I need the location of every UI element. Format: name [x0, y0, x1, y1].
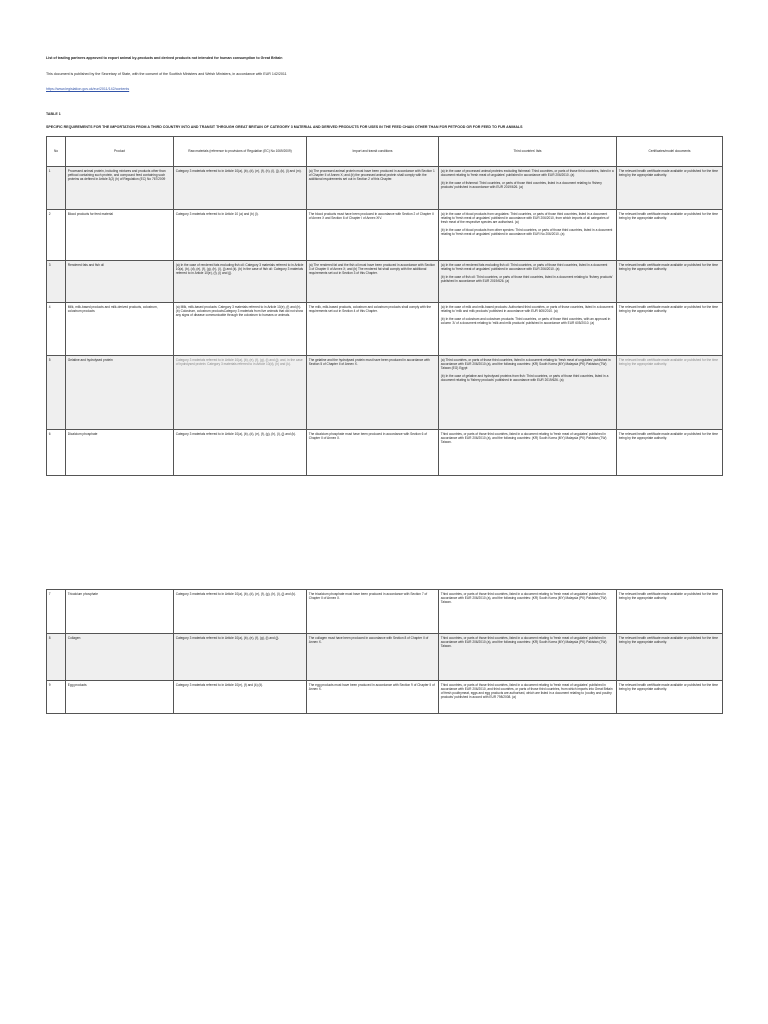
row-certificate: The relevant health certificate made available or published for the time being by the appropriate authority.	[617, 356, 723, 430]
col-header-no: No	[47, 137, 66, 167]
row-certificate: The relevant health certificate made available or published for the time being by the appropriate authority.	[617, 590, 723, 634]
list-paragraph: Third countries, or parts of those third countries, listed in a document relating to 'fresh meat of ungulates' published in accordance with EUR 206/2010, and third countries, or parts of those third countries, from which imports into Great Britain of fresh poultrymeat, eggs and egg products are authorised, which are listed in a document relating to 'poultry and poultry products' published in accord with EUR 798/2008. (a)	[440, 682, 613, 699]
row-raw-materials: Category 3 materials referred to in Article 10(a), (b), (e), (f), (g), (i) and (j); and, in the case of hydrolysed protein: Category 3 materials referred to in Article 10(d), (h) and (k).	[174, 356, 307, 430]
row-certificate: The relevant health certificate made available or published for the time being by the appropriate authority.	[617, 167, 723, 210]
list-paragraph: (b) In the case of colostrum and colostrum products: Third countries, or parts of those third countries, with an approval in column 'A' of a document relating to 'milk and milk products' published in accordance with EUR 605/2010. (a)	[440, 316, 611, 325]
row-third-countries	[439, 356, 617, 430]
table-row	[47, 167, 723, 210]
row-number: 1	[47, 167, 66, 210]
table-row	[47, 261, 723, 303]
row-product: Dicalcium phosphate	[66, 430, 174, 476]
col-header-raw-materials: Raw materials (reference to provisions of Regulation (EC) No 1069/2009)	[174, 137, 307, 167]
row-certificate: The relevant health certificate made available or published for the time being by the appropriate authority.	[617, 261, 723, 303]
list-paragraph: (a) Third countries, or parts of those third countries, listed in a document relating to 'fresh meat of ungulates' published in accordance with EUR 206/2010 (a), and the following countries: (KR) South Korea (MY) Malaysia (PK) Pakistan (TW) Taiwan (EG) Egypt	[440, 357, 611, 370]
row-product: Milk, milk-based products and milk-derived products, colostrum, colostrum products	[66, 303, 174, 356]
row-third-countries	[439, 430, 617, 476]
document-title: List of trading partners approved to export animal by-products and derived products not intended for human consumption to Great Britain	[46, 56, 283, 60]
list-paragraph: Third countries, or parts of those third countries, listed in a document relating to 'fresh meat of ungulates' published in accordance with EUR 206/2010 (a), and the following countries: (KR) South Korea (MY) Malaysia (PK) Pakistan (TW) Taiwan.	[440, 635, 607, 648]
row-conditions: The blood products must have been produced in accordance with Section 2 of Chapter II of Annex X and Section 6 of Chapter I of Annex XIV.	[307, 210, 439, 261]
table-row	[47, 681, 723, 714]
list-paragraph: (b) In the case of gelatine and hydrolysed proteins from fish: Third countries, or parts of those third countries, listed in a document relating to 'fishery products' published in accordance with EUR 2019/626. (a)	[440, 373, 609, 382]
list-paragraph: (b) In the case of blood products from other species: Third countries, or parts of those third countries, listed in a document relating to 'fresh meat of ungulates' published in accordance with EUR No 206/2010. (a)	[440, 227, 613, 236]
row-conditions: (a) The processed animal protein must have been produced in accordance with Section 1 of Chapter II of Annex X; and (b) the processed animal protein shall comply with the additional requirements set out in Section 2 of this Chapter.	[307, 167, 439, 210]
requirements-table-page-1	[46, 136, 723, 476]
row-raw-materials: Category 3 materials referred to in Article 10(a), (b), (d), (e), (f), (g), (h), (i), (j) and (k).	[174, 430, 307, 476]
row-product: Processed animal protein, including mixtures and products other than petfood containing such protein, and compound feed containing such proteins as defined in Article 3(2) (h) of Regulation (EC) No 767/2009	[66, 167, 174, 210]
row-number: 2	[47, 210, 66, 261]
row-raw-materials: Category 3 materials referred to in Article 10(a), (b), (d), (e), (f), (g), (h), (i), (j) and (k).	[174, 590, 307, 634]
row-conditions: The tricalcium phosphate must have been produced in accordance with Section 7 of Chapter II of Annex X.	[307, 590, 439, 634]
list-paragraph: (a) In the case of blood products from ungulates: Third countries, or parts of those third countries, listed in a document relating to 'fresh meat of ungulates' published in accordance with EUR 206/2010, from which imports of all categories of fresh meat of the respective species are authorised. (a)	[440, 211, 610, 224]
row-raw-materials: (a) In the case of rendered fats excluding fish oil: Category 3 materials referred to in Article 10(a), (b), (d), (e), (f), (g), (h), (i), (j) and (k). (b) In the case of fish oil: Category 3 materials referred to in Article 10(e), (f), (i) and (j).	[174, 261, 307, 303]
row-number: 3	[47, 261, 66, 303]
list-paragraph: Third countries, or parts of those third countries, listed in a document relating to 'fresh meat of ungulates' published in accordance with EUR 206/2010 (a), and the following countries: (KR) South Korea (MY) Malaysia (PK) Pakistan (TW) Taiwan.	[440, 431, 607, 444]
table-caption: SPECIFIC REQUIREMENTS FOR THE IMPORTATION FROM A THIRD COUNTRY INTO AND TRANSIT THROUGH GREAT BRITAIN OF CATEGORY 3 MATERIAL AND DERIVED PRODUCTS FOR USES IN THE FEED CHAIN OTHER THAN FOR PETFOOD OR FOR FEED TO FUR ANIMALS	[46, 125, 523, 129]
list-paragraph: (a) In the case of rendered fats excluding fish oil: Third countries, or parts of those third countries, listed in a document relating to 'fresh meat of ungulates' published in accordance with EUR 206/2010. (a)	[440, 262, 608, 271]
row-conditions: The milk, milk-based products, colostrum and colostrum products shall comply with the requirements set out in Section 4 of this Chapter.	[307, 303, 439, 356]
row-product: Tricalcium phosphate	[66, 590, 174, 634]
col-header-product: Product	[66, 137, 174, 167]
table-row	[47, 303, 723, 356]
col-header-certificates: Certificates/model documents	[617, 137, 723, 167]
row-third-countries	[439, 261, 617, 303]
row-product: Gelatine and hydrolysed protein	[66, 356, 174, 430]
list-paragraph: (a) In the case of milk and milk-based products: Authorised third countries, or parts of those countries, listed in a document relating to 'milk and milk products' published in accordance with EUR 605/2010. (a)	[440, 304, 614, 313]
row-certificate: The relevant health certificate made available or published for the time being by the appropriate authority.	[617, 634, 723, 681]
row-certificate: The relevant health certificate made available or published for the time being by the appropriate authority.	[617, 681, 723, 714]
list-paragraph: (a) In the case of processed animal proteins excluding fishmeal: Third countries, or parts of those third countries, listed in a document relating to 'fresh meat of ungulates' published in accordance with EUR 206/2010. (a)	[440, 168, 614, 177]
table-row	[47, 430, 723, 476]
row-certificate: The relevant health certificate made available or published for the time being by the appropriate authority.	[617, 303, 723, 356]
row-certificate: The relevant health certificate made available or published for the time being by the appropriate authority.	[617, 430, 723, 476]
row-raw-materials: (a) Milk, milk-based products: Category 3 materials referred to in Article 10(e), (f) and (h). (b) Colostrum, colostrum productsCategory 3 materials from live animals that did not show any signs of disease communicable through the colostrum to humans or animals.	[174, 303, 307, 356]
row-conditions: The dicalcium phosphate must have been produced in accordance with Section 6 of Chapter II of Annex X.	[307, 430, 439, 476]
col-header-third-countries: Third countries' lists	[439, 137, 617, 167]
row-raw-materials: Category 3 materials referred to in Article 10(a), (b), (d), (e), (f), (h), (i), (j), (k), (l) and (m).	[174, 167, 307, 210]
row-product: Rendered fats and fish oil	[66, 261, 174, 303]
row-number: 8	[47, 634, 66, 681]
row-product: Egg products	[66, 681, 174, 714]
row-raw-materials: Category 3 materials referred to in Article 10 (a) and (b) (i).	[174, 210, 307, 261]
row-raw-materials: Category 3 materials referred to in Article 10(a), (b), (e), (f), (g), (i) and (j).	[174, 634, 307, 681]
requirements-table-page-2	[46, 589, 723, 714]
row-third-countries	[439, 590, 617, 634]
row-conditions: The gelatine and the hydrolysed protein must have been produced in accordance with Section 5 of Chapter II of Annex X.	[307, 356, 439, 430]
row-third-countries	[439, 167, 617, 210]
col-header-conditions: Import and transit conditions	[307, 137, 439, 167]
row-number: 9	[47, 681, 66, 714]
row-third-countries	[439, 303, 617, 356]
row-third-countries	[439, 634, 617, 681]
row-conditions: (a) The rendered fat and the fish oil must have been produced in accordance with Section 3 of Chapter II of Annex X; and (b) The rendered fat shall comply with the additional requirements set out in Section 3 of this Chapter.	[307, 261, 439, 303]
row-conditions: The egg products must have been produced in accordance with Section 9 of Chapter II of Annex X.	[307, 681, 439, 714]
table-row	[47, 210, 723, 261]
list-paragraph: Third countries, or parts of those third countries, listed in a document relating to 'fresh meat of ungulates' published in accordance with EUR 206/2010 (a), and the following countries: (KR) South Korea (MY) Malaysia (PK) Pakistan (TW) Taiwan.	[440, 591, 607, 604]
table-row	[47, 590, 723, 634]
list-paragraph: (b) In the case of fish oil: Third countries, or parts of those third countries, listed in a document relating to 'fishery products' published in accordance with EUR 2019/626. (a)	[440, 274, 613, 283]
row-number: 5	[47, 356, 66, 430]
row-raw-materials: Category 3 materials referred to in Article 10(e), (f) and (k) (ii).	[174, 681, 307, 714]
row-conditions: The collagen must have been produced in accordance with Section 8 of Chapter II of Annex X.	[307, 634, 439, 681]
table-label: TABLE 1	[46, 112, 61, 116]
row-number: 7	[47, 590, 66, 634]
row-number: 4	[47, 303, 66, 356]
row-third-countries	[439, 681, 617, 714]
row-third-countries	[439, 210, 617, 261]
row-number: 6	[47, 430, 66, 476]
list-paragraph: (b) In the case of fishmeal: Third countries, or parts of those third countries, listed in a document relating to 'fishery products' published in accordance with EUR 2019/626. (a)	[440, 180, 602, 189]
row-product: Collagen	[66, 634, 174, 681]
table-row	[47, 634, 723, 681]
row-certificate: The relevant health certificate made available or published for the time being by the appropriate authority.	[617, 210, 723, 261]
row-product: Blood products for feed material	[66, 210, 174, 261]
table-row	[47, 356, 723, 430]
legislation-link[interactable]: https://www.legislation.gov.uk/eur/2011/142/contents	[46, 87, 130, 91]
document-intro: This document is published by the Secretary of State, with the consent of the Scottish Ministers and Welsh Ministers, in accordance with EUR 142/2011	[46, 72, 287, 76]
